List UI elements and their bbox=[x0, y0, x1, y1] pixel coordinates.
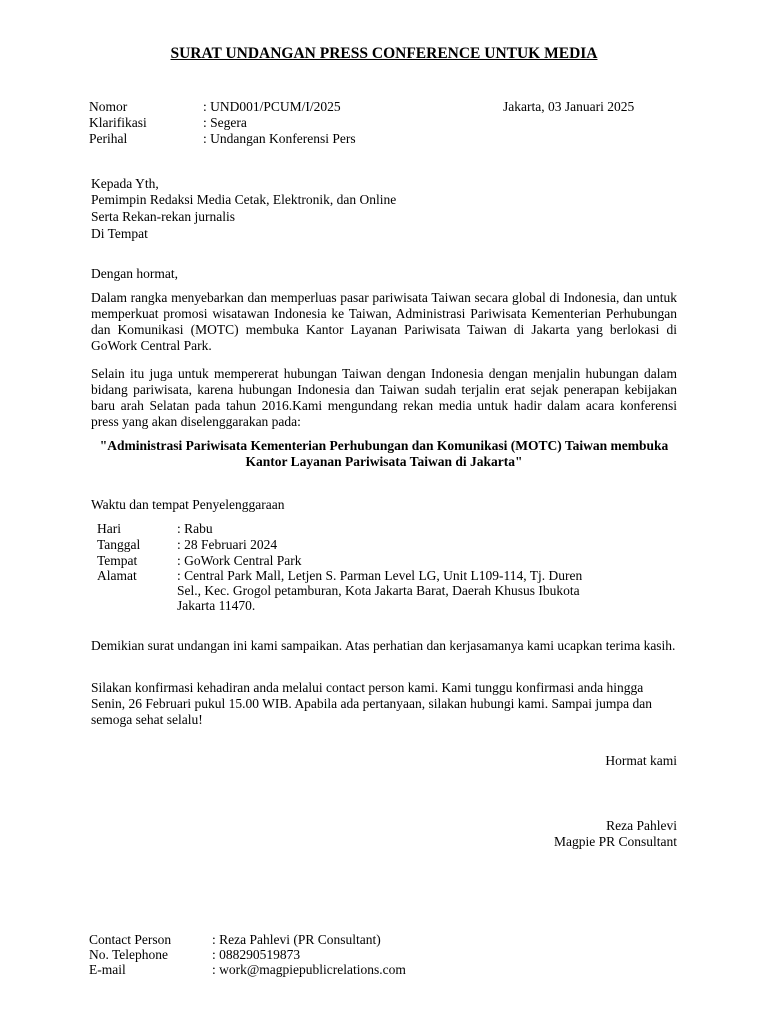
signer-name: Reza Pahlevi bbox=[606, 818, 677, 833]
recipient-line: Kepada Yth, bbox=[91, 176, 159, 191]
field-label-perihal: Perihal bbox=[89, 131, 128, 146]
recipient-line: Serta Rekan-rekan jurnalis bbox=[91, 209, 235, 224]
schedule-value: : 28 Februari 2024 bbox=[177, 537, 278, 552]
field-label-nomor: Nomor bbox=[89, 99, 128, 114]
recipient-line: Pemimpin Redaksi Media Cetak, Elektronik, dan Online bbox=[91, 192, 397, 207]
signoff: Hormat kami bbox=[605, 753, 677, 768]
schedule-label: Tempat bbox=[97, 553, 138, 568]
field-value-perihal: : Undangan Konferensi Pers bbox=[203, 131, 356, 146]
field-label-klarifikasi: Klarifikasi bbox=[89, 115, 147, 130]
contact-label: Contact Person bbox=[89, 932, 172, 947]
event-title: "Administrasi Pariwisata Kementerian Perhubungan dan Komunikasi (MOTC) Taiwan membuka Kantor Layanan Pariwisata Taiwan di Jakarta" bbox=[99, 438, 669, 469]
field-value-nomor: : UND001/PCUM/I/2025 bbox=[203, 99, 341, 114]
field-value-klarifikasi: : Segera bbox=[203, 115, 247, 130]
contact-value: : Reza Pahlevi (PR Consultant) bbox=[212, 932, 381, 947]
recipient-line: Di Tempat bbox=[91, 226, 148, 241]
schedule-label: Tanggal bbox=[97, 537, 141, 552]
schedule-value-cont: Jakarta 11470. bbox=[177, 598, 256, 613]
body-paragraph: Selain itu juga untuk mempererat hubungan Taiwan dengan Indonesia dengan menjalin hubungan dalam bidang pariwisata, karena hubungan Indonesia dan Taiwan sudah terjalin erat sejak penerapan kebijakan baru arah Selatan pada tahun 2016.Kami mengundang rekan media untuk hadir dalam acara konferensi press yang akan diselenggarakan pada: bbox=[91, 366, 677, 429]
closing-paragraph: Demikian surat undangan ini kami sampaikan. Atas perhatian dan kerjasamanya kami ucapkan terima kasih. bbox=[91, 638, 676, 653]
schedule-value-cont: Sel., Kec. Grogol petamburan, Kota Jakarta Barat, Daerah Khusus Ibukota bbox=[177, 583, 580, 598]
schedule-value: : Central Park Mall, Letjen S. Parman Level LG, Unit L109-114, Tj. Duren bbox=[177, 568, 583, 583]
closing-paragraph: Silakan konfirmasi kehadiran anda melalui contact person kami. Kami tunggu konfirmasi anda hingga Senin, 26 Februari pukul 15.00 WIB. Apabila ada pertanyaan, silakan hubungi kami. Sampai jumpa dan semoga sehat selalu! bbox=[91, 680, 653, 727]
place-date: Jakarta, 03 Januari 2025 bbox=[503, 99, 635, 114]
schedule-value: : Rabu bbox=[177, 521, 213, 536]
schedule-label: Hari bbox=[97, 521, 121, 536]
contact-label: E-mail bbox=[89, 962, 126, 977]
document-title: SURAT UNDANGAN PRESS CONFERENCE UNTUK MEDIA bbox=[170, 45, 598, 62]
contact-email: : work@magpiepublicrelations.com bbox=[212, 962, 406, 977]
body-paragraph: Dalam rangka menyebarkan dan memperluas pasar pariwisata Taiwan secara global di Indonesia, dan untuk memperkuat promosi wisatawan Indonesia ke Taiwan, Administrasi Pariwisata Kementerian Perhubungan dan Komunikasi (MOTC) membuka Kantor Layanan Pariwisata Taiwan di Jakarta yang berlokasi di GoWork Central Park. bbox=[91, 290, 677, 353]
greeting: Dengan hormat, bbox=[91, 266, 178, 281]
contact-label: No. Telephone bbox=[89, 947, 169, 962]
signer-company: Magpie PR Consultant bbox=[553, 834, 677, 849]
schedule-label: Alamat bbox=[97, 568, 137, 583]
schedule-value: : GoWork Central Park bbox=[177, 553, 302, 568]
schedule-heading: Waktu dan tempat Penyelenggaraan bbox=[91, 497, 285, 512]
contact-value: : 088290519873 bbox=[212, 947, 301, 962]
